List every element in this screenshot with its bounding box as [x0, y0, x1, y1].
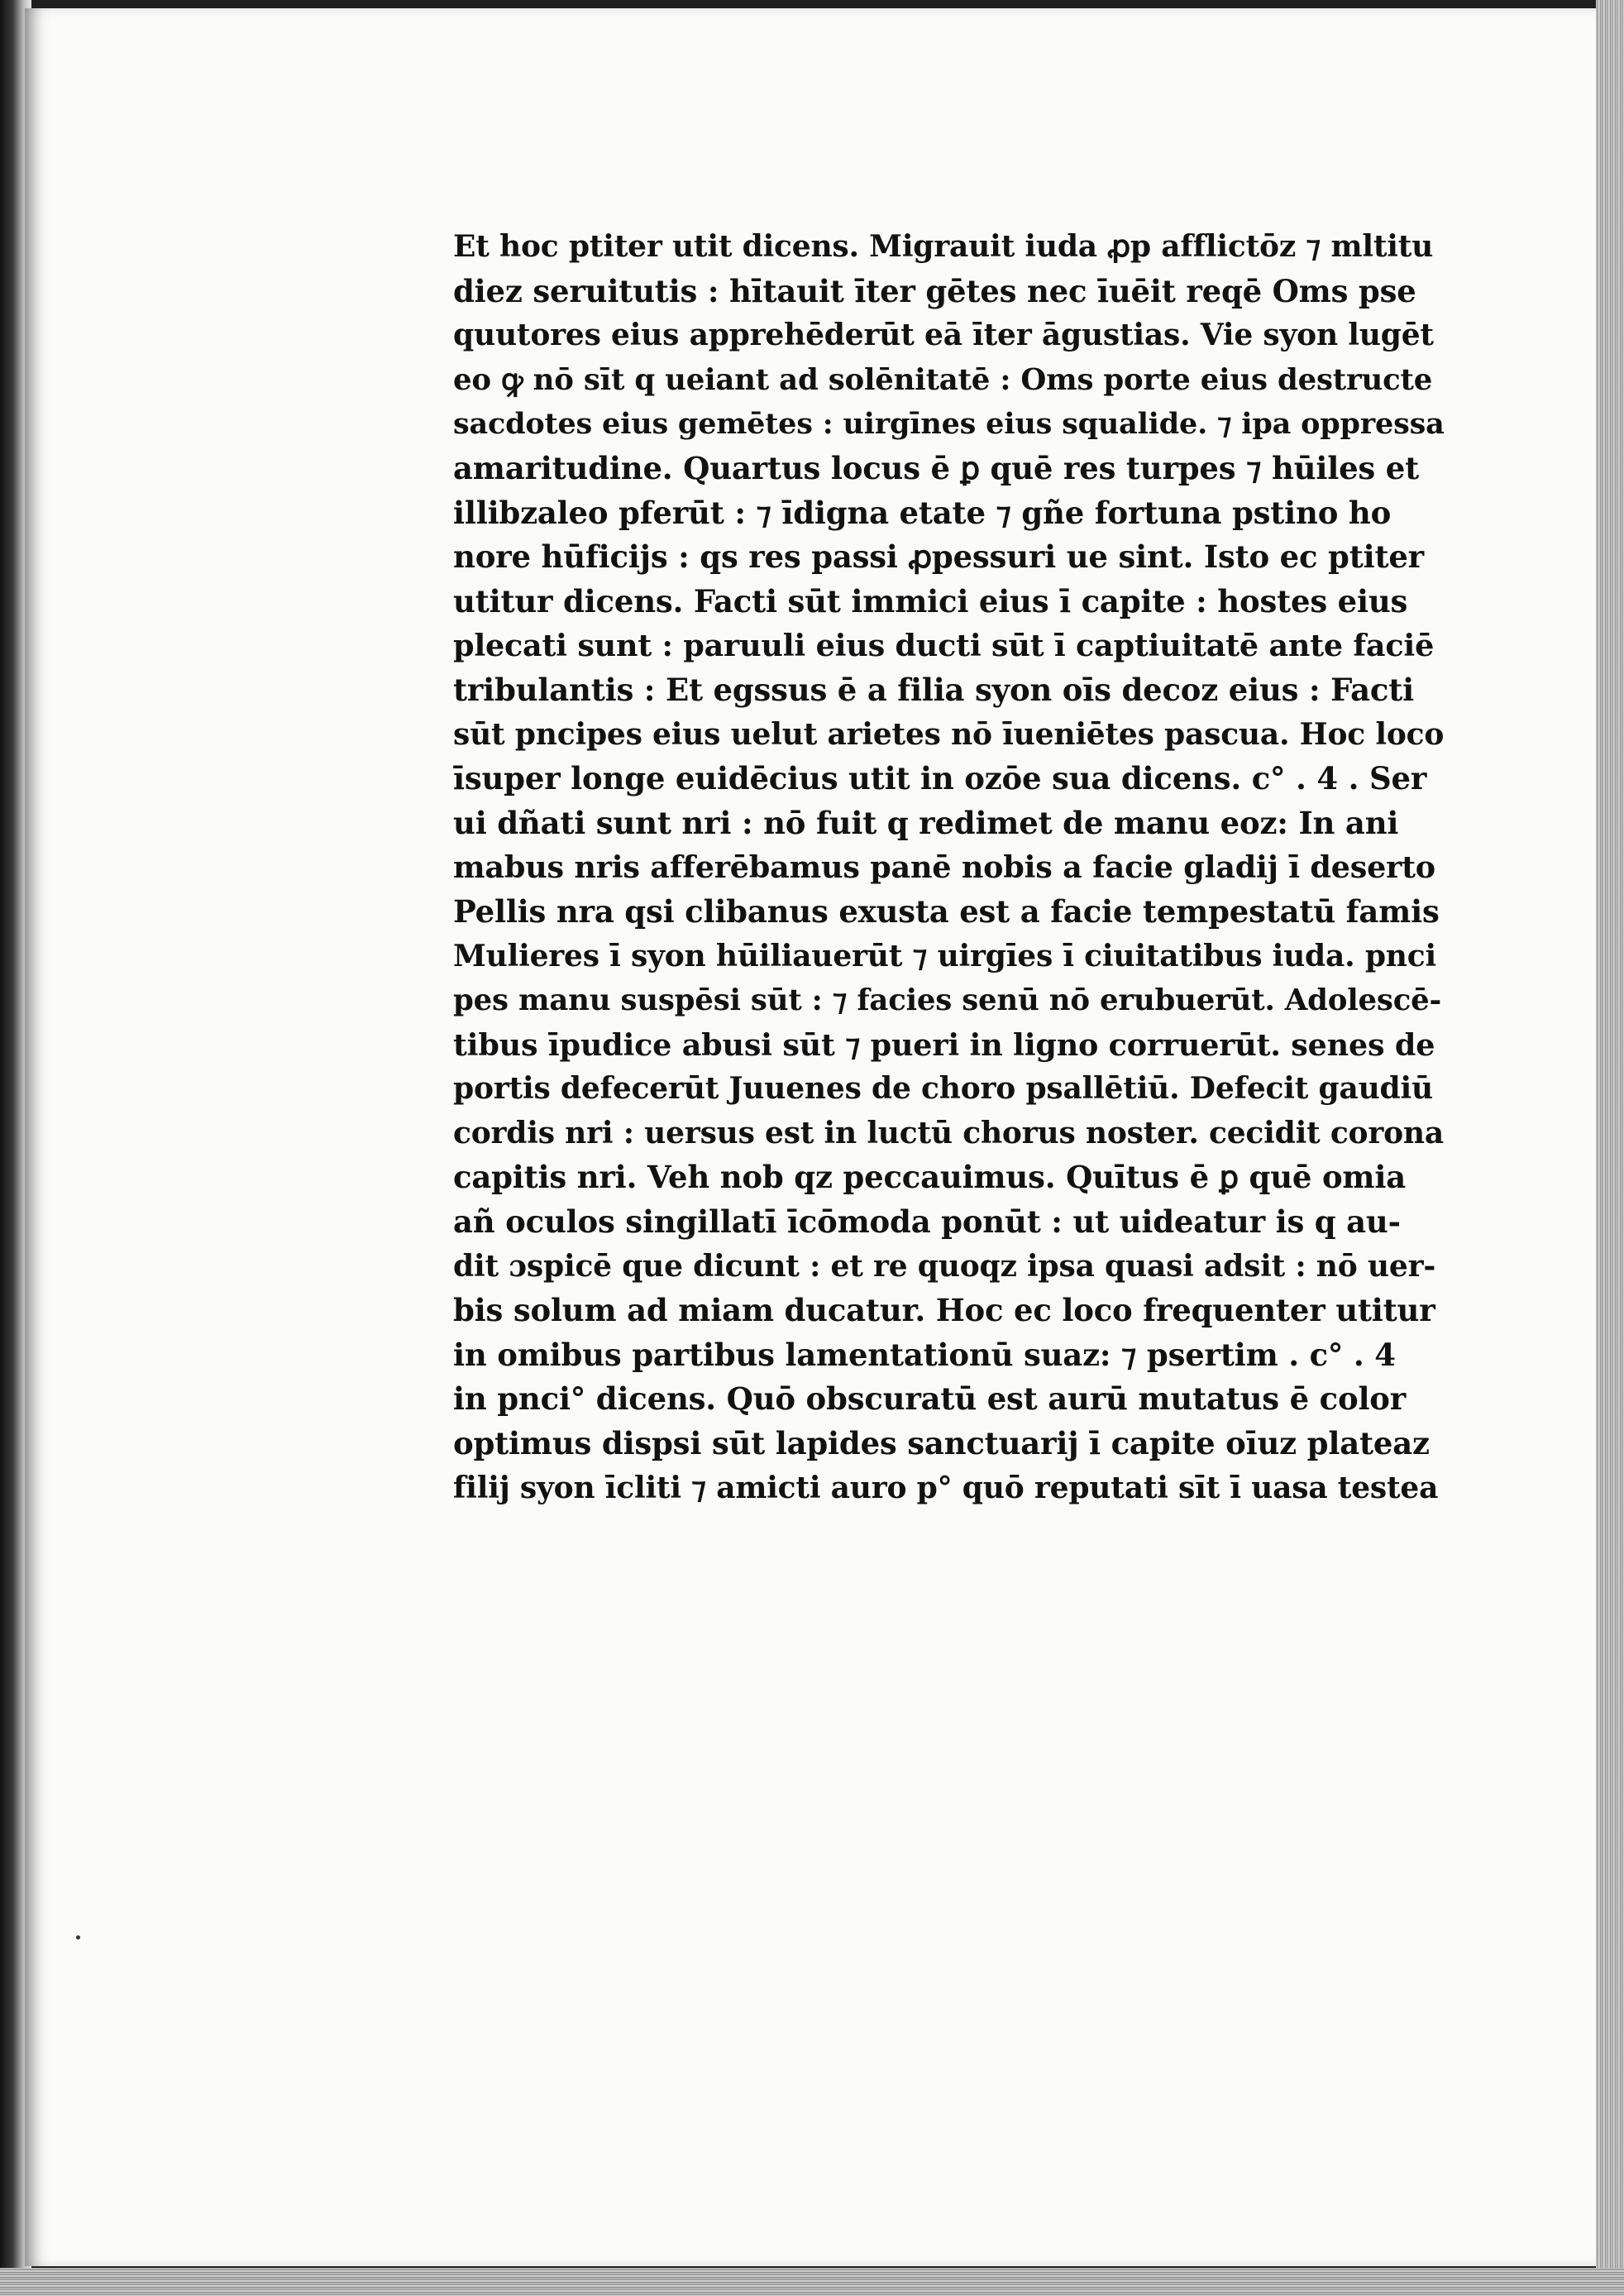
text-line: illibzaleo pferūt : ⁊ īdigna etate ⁊ gñe fortuna pstino ho: [453, 494, 1392, 531]
text-line: cordis nri : uersus est in luctū chorus noster. cecidit corona: [453, 1115, 1445, 1150]
body-text-block: [453, 225, 1445, 1510]
text-line: bis solum ad miam ducatur. Hoc ec loco frequenter utitur: [453, 1292, 1435, 1329]
text-line: Pellis nra qsi clibanus exusta est a facie tempestatū famis: [453, 892, 1440, 930]
text-line: tibus īpudice abusi sūt ⁊ pueri in ligno corruerūt. senes de: [453, 1026, 1435, 1063]
text-line: utitur dicens. Facti sūt immici eius ī capite : hostes eius: [453, 582, 1408, 619]
text-line: filij syon īcliti ⁊ amicti auro p° quō reputati sīt ī uasa testea: [453, 1470, 1439, 1505]
text-line: in pnci° dicens. Quō obscuratū est aurū mutatus ē color: [453, 1380, 1407, 1418]
text-line: añ oculos singillatī īcōmoda ponūt : ut uideatur is q au-: [453, 1203, 1401, 1241]
text-line: sūt pncipes eius uelut arietes nō īueniētes pascua. Hoc loco: [453, 716, 1445, 752]
text-line: portis defecerūt Juuenes de choro psallētiū. Defecit gaudiū: [453, 1071, 1433, 1107]
text-line: quutores eius apprehēderūt eā īter āgustias. Vie syon lugēt: [453, 318, 1434, 353]
page-stack-right-edge: [1596, 0, 1624, 2296]
text-line: amaritudine. Quartus locus ē ꝑ quē res turpes ⁊ hūiles et: [453, 449, 1419, 486]
text-line: capitis nri. Veh nob qz peccauimus. Quītus ē ꝑ quē omia: [453, 1159, 1407, 1196]
text-line: mabus nris afferēbamus panē nobis a facie gladij ī deserto: [453, 849, 1435, 886]
text-line: Mulieres ī syon hūiliauerūt ⁊ uirgīes ī ciuitatibus iuda. pnci: [453, 938, 1436, 973]
text-line: eo ꝙ nō sīt q ueiant ad solēnitatē : Oms porte eius destructe: [453, 362, 1433, 397]
text-line: diez seruitutis : hītauit īter gētes nec īuēit reqē Oms pse: [453, 272, 1416, 309]
text-line: sacdotes eius gemētes : uirgīnes eius squalide. ⁊ ipa oppressa: [453, 407, 1445, 442]
text-line: plecati sunt : paruuli eius ducti sūt ī captiuitatē ante faciē: [453, 628, 1435, 664]
text-line: pes manu suspēsi sūt : ⁊ facies senū nō erubuerūt. Adolescē-: [453, 983, 1442, 1018]
text-line: in omibus partibus lamentationū suaz: ⁊ psertim . c° . 4: [453, 1336, 1396, 1373]
page-stack-bottom-edge: [0, 2268, 1624, 2296]
text-line: dit ɔspicē que dicunt : et re quoqz ipsa quasi adsit : nō uer-: [453, 1248, 1436, 1284]
text-line: Et hoc ptiter utit dicens. Migrauit iuda ꝓp afflictōz ⁊ mltitu: [453, 229, 1434, 264]
text-line: īsuper longe euidēcius utit in ozōe sua dicens. c° . 4 . Ser: [453, 760, 1427, 797]
text-line: optimus dispsi sūt lapides sanctuarij ī capite oīuz plateaz: [453, 1425, 1430, 1462]
page-speck: [76, 1935, 80, 1940]
text-line: tribulantis : Et egssus ē a filia syon oīs decoz eius : Facti: [453, 671, 1415, 708]
text-line: ui dñati sunt nri : nō fuit q redimet de manu eoz: In ani: [453, 804, 1399, 841]
text-line: nore hūficijs : qs res passi ꝓpessuri ue sint. Isto ec ptiter: [453, 538, 1424, 576]
